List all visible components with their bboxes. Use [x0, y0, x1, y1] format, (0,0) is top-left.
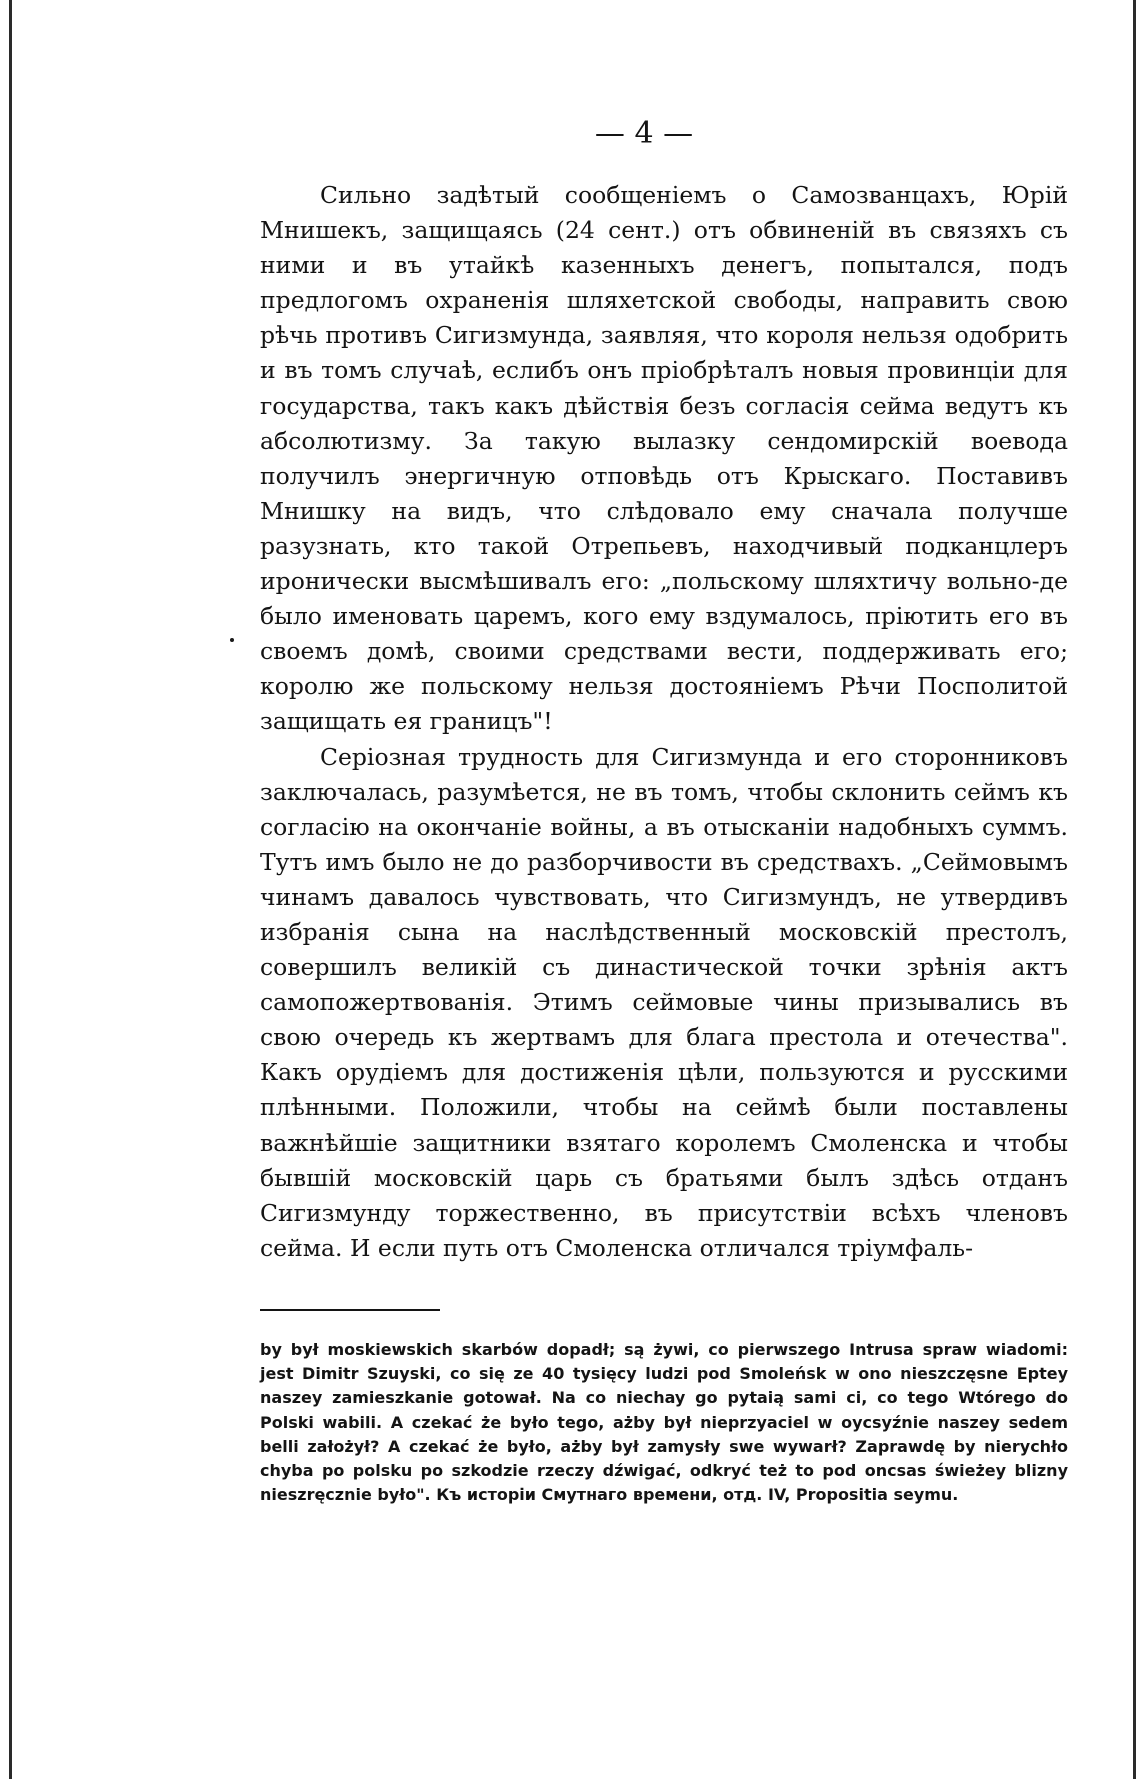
page-number: — 4 — [594, 116, 694, 151]
footnote-separator [260, 1309, 440, 1311]
document-page [260, 112, 1068, 1507]
footnote-text: by był moskiewskich skarbów dopadł; są żywi, co pierwszego Intrusa spraw wiadomi: jest Dimitr Szuyski, co się ze 40 tysięcy ludzi pod Smoleńsk w ono nieszczęsne Eptey naszey zamieszkanie gotował. Na co niechay go pytaią sami ci, co tego Wtórego do Polski wabili. A czekać że było tego, ażby był nieprzyaciel w oycsyźnie naszey sedem belli założył? A czekać że było, ażby był zamysły swe wywarł? Zaprawdę by nierychło chyba po polsku po szkodzie rzeczy dźwigać, odkryć też to pod oncsas świeżey blizny nieszręcznie było". Къ исторіи Смутнаго времени, отд. IV, Propositia seymu. [260, 1339, 1068, 1505]
footnote [260, 1338, 1068, 1507]
paragraph-1: Сильно задѣтый сообщеніемъ о Самозванцахъ, Юрій Мнишекъ, защищаясь (24 сент.) отъ обвиненій въ связяхъ съ ними и въ утайкѣ казенныхъ денегъ, попытался, подъ предлогомъ охраненія шляхетской свободы, направить свою рѣчь противъ Сигизмунда, заявляя, что короля нельзя одобрить и въ томъ случаѣ, еслибъ онъ пріобрѣталъ новыя провинціи для государства, такъ какъ дѣйствія безъ согласія сейма ведутъ къ абсолютизму. За такую вылазку сендомирскій воевода получилъ энергичную отповѣдь отъ Крыскаго. Поставивъ Мнишку на видъ, что слѣдовало ему сначала получше разузнать, кто такой Отрепьевъ, находчивый подканцлеръ иронически высмѣшивалъ его: „польскому шляхтичу вольно-де было именовать царемъ, кого ему вздумалось, пріютить его въ своемъ домѣ, своими средствами вести, поддерживать его; королю же польскому нельзя достояніемъ Рѣчи Посполитой защищать ея границъ"! [260, 181, 1068, 736]
paragraph-2: Серіозная трудность для Сигизмунда и его сторонниковъ заключалась, разумѣется, не въ томъ, чтобы склонить сеймъ къ согласію на окончаніе войны, а въ отысканіи надобныхъ суммъ. Тутъ имъ было не до разборчивости въ средствахъ. „Сеймовымъ чинамъ давалось чувствовать, что Сигизмундъ, не утвердивъ избранія сына на наслѣдственный московскій престолъ, совершилъ великій съ династической точки зрѣнія актъ самопожертвованія. Этимъ сеймовые чины призывались въ свою очередь къ жертвамъ для блага престола и отечества". Какъ орудіемъ для достиженія цѣли, пользуются и русскими плѣнными. Положили, чтобы на сеймѣ были поставлены важнѣйшіе защитники взятаго королемъ Смоленска и чтобы бывшій московскій царь съ братьями былъ здѣсь отданъ Сигизмунду торжественно, въ присутствіи всѣхъ членовъ сейма. И если путь отъ Смоленска отличался тріумфаль- [260, 742, 1068, 1262]
scan-edge-right [1133, 0, 1136, 1779]
scan-edge-left [9, 0, 12, 1779]
scan-speck [230, 638, 234, 642]
main-text [260, 178, 1068, 1266]
